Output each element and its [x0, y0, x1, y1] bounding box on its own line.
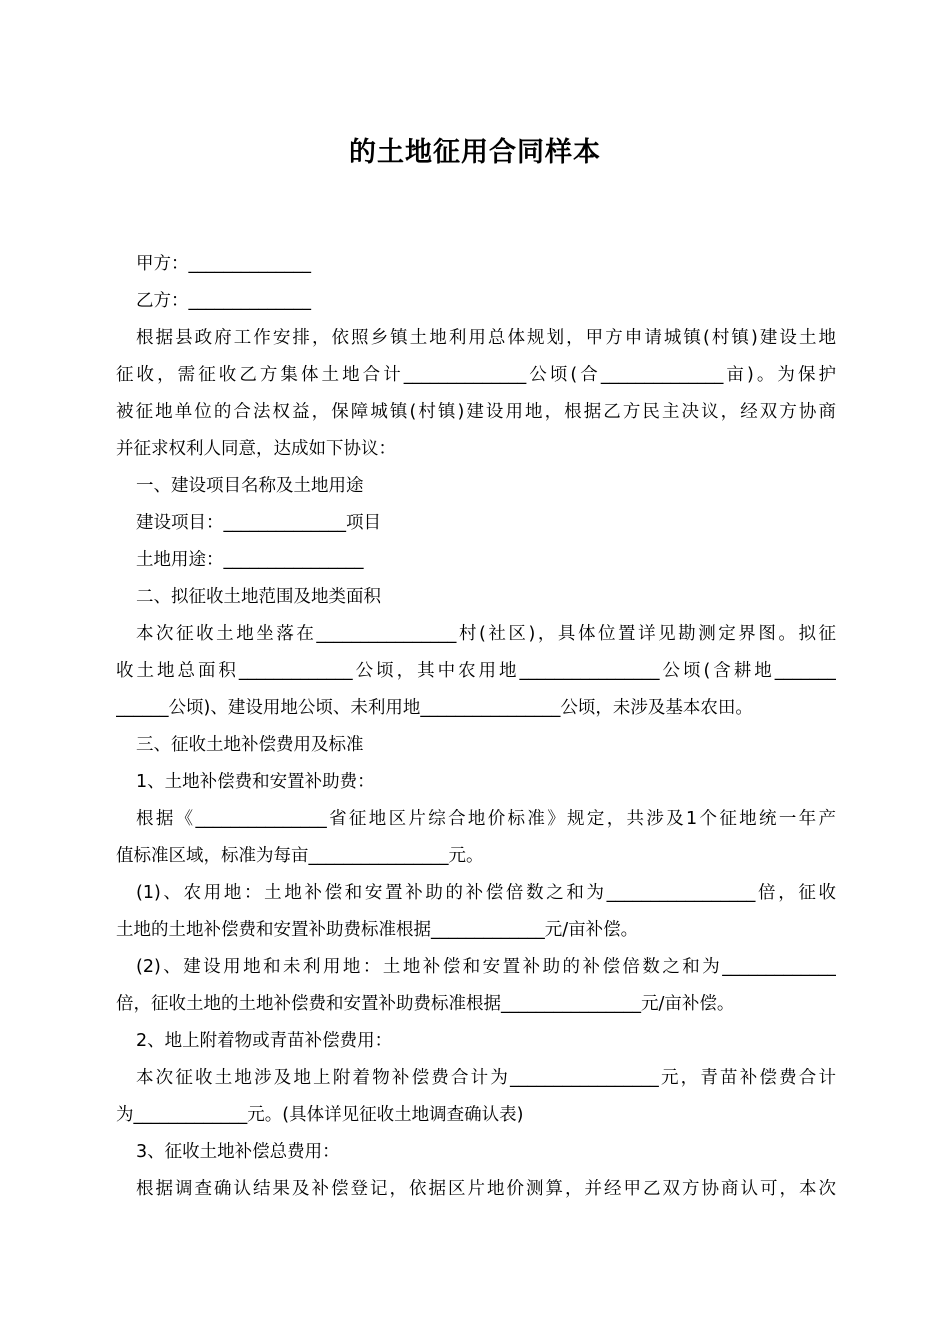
paragraph-line: 征收，需征收乙方集体土地合计______________公顷(合______________亩)。为保护	[116, 365, 836, 385]
project-name-line: 建设项目：______________项目	[136, 513, 381, 533]
paragraph-line: (1)、农用地：土地补偿和安置补助的补偿倍数之和为_________________倍，征收	[136, 883, 836, 903]
subsection-heading: 2、地上附着物或青苗补偿费用：	[136, 1031, 393, 1051]
section-heading-2: 二、拟征收土地范围及地类面积	[136, 587, 381, 607]
paragraph-line: 根据《_______________省征地区片综合地价标准》规定，共涉及1个征地统一年产	[136, 809, 836, 829]
land-use-line: 土地用途：________________	[136, 550, 364, 570]
paragraph-line: (2)、建设用地和未利用地：土地补偿和安置补助的补偿倍数之和为_____________	[136, 957, 836, 977]
paragraph-line: 为_____________元。(具体详见征收土地调查确认表)	[116, 1105, 524, 1125]
paragraph-line: 本次征收土地涉及地上附着物补偿费合计为_________________元，青苗补偿费合计	[136, 1068, 836, 1088]
party-a-line: 甲方：______________	[136, 254, 311, 274]
paragraph-line: 本次征收土地坐落在________________村(社区)，具体位置详见勘测定界图。拟征	[136, 624, 836, 644]
paragraph-line: 土地的土地补偿费和安置补助费标准根据_____________元/亩补偿。	[116, 920, 639, 940]
section-heading-1: 一、建设项目名称及土地用途	[136, 476, 364, 496]
paragraph-line: 根据县政府工作安排，依照乡镇土地利用总体规划，甲方申请城镇(村镇)建设土地	[136, 328, 836, 348]
subsection-heading: 1、土地补偿费和安置补助费：	[136, 772, 375, 792]
section-heading-3: 三、征收土地补偿费用及标准	[136, 735, 364, 755]
paragraph-line: ______公顷)、建设用地公顷、未利用地________________公顷，未涉及基本农田。	[116, 698, 753, 718]
document-title: 的土地征用合同样本	[349, 137, 601, 168]
paragraph-line: 收土地总面积_____________公顷，其中农用地________________公顷(含耕地_______	[116, 661, 836, 681]
subsection-heading: 3、征收土地补偿总费用：	[136, 1142, 340, 1162]
paragraph-line: 根据调查确认结果及补偿登记，依据区片地价测算，并经甲乙双方协商认可，本次	[136, 1179, 836, 1199]
paragraph-line: 被征地单位的合法权益，保障城镇(村镇)建设用地，根据乙方民主决议，经双方协商	[116, 402, 836, 422]
document-body	[116, 246, 836, 1208]
paragraph-line: 值标准区域，标准为每亩________________元。	[116, 846, 484, 866]
party-b-line: 乙方：______________	[136, 291, 311, 311]
paragraph-line: 倍，征收土地的土地补偿费和安置补助费标准根据________________元/亩补偿。	[116, 994, 735, 1014]
paragraph-line: 并征求权利人同意，达成如下协议：	[116, 439, 396, 459]
